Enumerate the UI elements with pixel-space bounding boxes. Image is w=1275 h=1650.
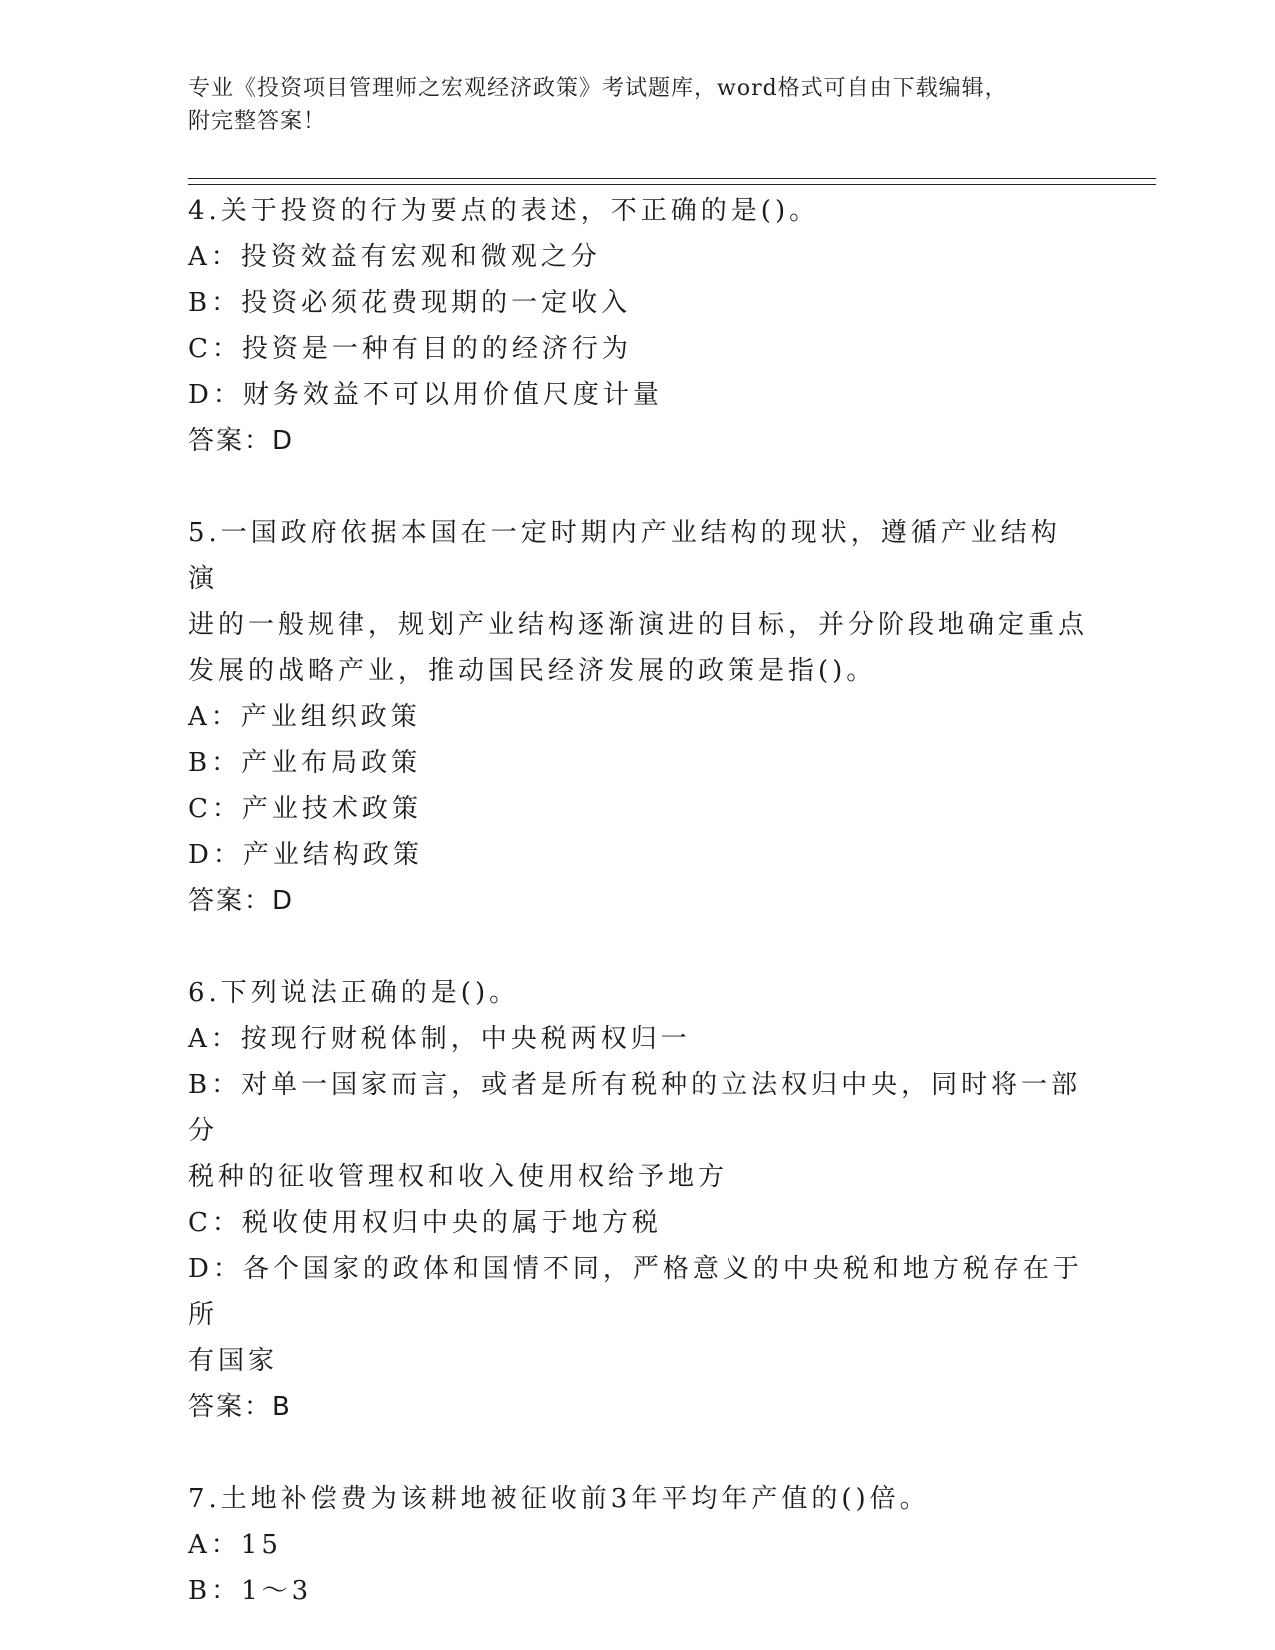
question-6 bbox=[188, 970, 1088, 1430]
option-a: A：投资效益有宏观和微观之分 bbox=[188, 242, 601, 272]
option-c: C：投资是一种有目的的经济行为 bbox=[188, 334, 632, 364]
document-header bbox=[188, 72, 1068, 138]
option-c: C：税收使用权归中央的属于地方税 bbox=[188, 1208, 662, 1238]
option-a: A：产业组织政策 bbox=[188, 702, 421, 732]
question-stem: 7.土地补偿费为该耕地被征收前3年平均年产值的()倍。 bbox=[188, 1484, 930, 1514]
option-a: A：按现行财税体制，中央税两权归一 bbox=[188, 1024, 691, 1054]
question-stem: 进的一般规律，规划产业结构逐渐演进的目标，并分阶段地确定重点 bbox=[188, 610, 1089, 640]
option-d-continued: 有国家 bbox=[188, 1346, 279, 1376]
question-7 bbox=[188, 1476, 1088, 1614]
question-stem: 5.一国政府依据本国在一定时期内产业结构的现状，遵循产业结构演 bbox=[188, 518, 1061, 594]
header-divider-bottom bbox=[188, 184, 1156, 185]
option-b-continued: 税种的征收管理权和收入使用权给予地方 bbox=[188, 1162, 729, 1192]
option-b: B：投资必须花费现期的一定收入 bbox=[188, 288, 632, 318]
option-d: D：各个国家的政体和国情不同，严格意义的中央税和地方税存在于所 bbox=[188, 1254, 1083, 1330]
answer-label: 答案：D bbox=[188, 886, 295, 916]
option-b: B：产业布局政策 bbox=[188, 748, 422, 778]
question-stem: 6.下列说法正确的是()。 bbox=[188, 978, 520, 1008]
header-line-2: 附完整答案！ bbox=[188, 109, 327, 134]
header-line-1: 专业《投资项目管理师之宏观经济政策》考试题库，word格式可自由下载编辑， bbox=[188, 76, 1008, 101]
question-stem: 发展的战略产业，推动国民经济发展的政策是指()。 bbox=[188, 656, 877, 686]
option-c: C：产业技术政策 bbox=[188, 794, 422, 824]
option-b: B：1～3 bbox=[188, 1576, 313, 1606]
header-divider-top bbox=[188, 178, 1156, 179]
option-b: B：对单一国家而言，或者是所有税种的立法权归中央，同时将一部分 bbox=[188, 1070, 1082, 1146]
answer-label: 答案：B bbox=[188, 1392, 292, 1422]
option-d: D：产业结构政策 bbox=[188, 840, 423, 870]
answer-label: 答案：D bbox=[188, 426, 295, 456]
question-stem: 4.关于投资的行为要点的表述，不正确的是()。 bbox=[188, 196, 820, 226]
option-a: A：15 bbox=[188, 1530, 282, 1560]
option-d: D：财务效益不可以用价值尺度计量 bbox=[188, 380, 663, 410]
question-4 bbox=[188, 188, 1088, 464]
question-5 bbox=[188, 510, 1088, 924]
question-list bbox=[188, 188, 1088, 1614]
